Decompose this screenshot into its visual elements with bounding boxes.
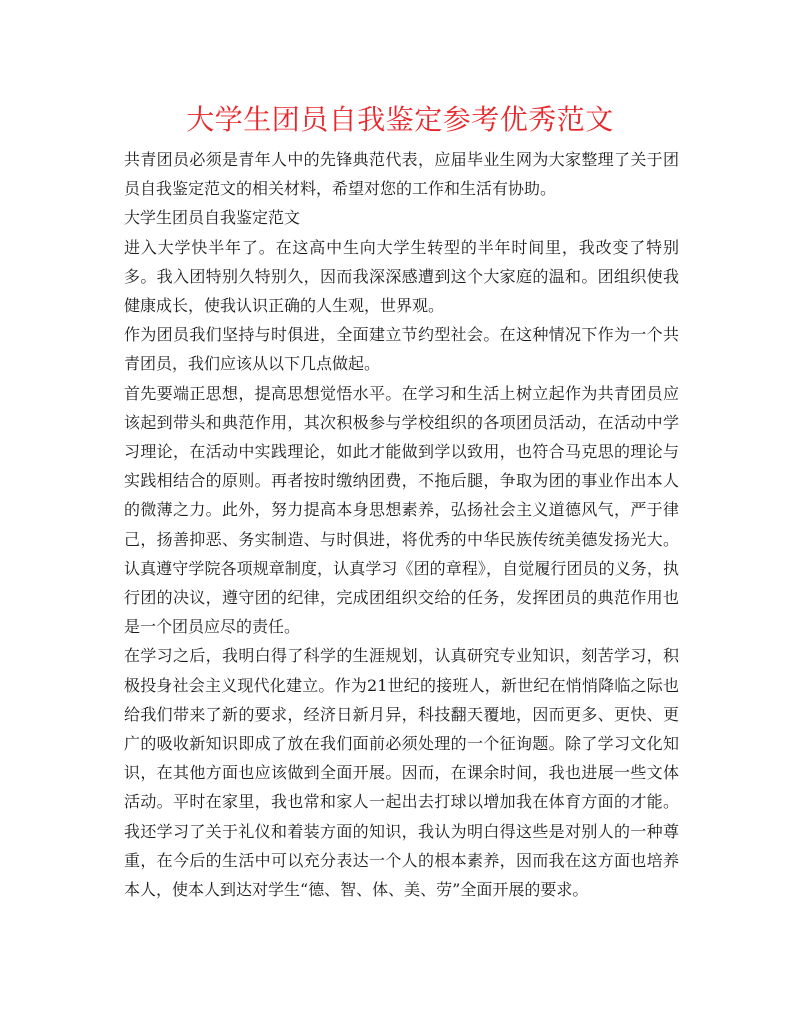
body-paragraph: 作为团员我们坚持与时俱进，全面建立节约型社会。在这种情况下作为一个共青团员，我们应该从以下几点做起。: [124, 325, 679, 374]
body-paragraph: 进入大学快半年了。在这高中生向大学生转型的半年时间里，我改变了特别多。我入团特别久特别久，因而我深深感遭到这个大家庭的温和。团组织使我健康成长，使我认识正确的人生观，世界观。: [124, 237, 679, 316]
intro-paragraph: 共青团员必须是青年人中的先锋典范代表，应届毕业生网为大家整理了关于团员自我鉴定范文的相关材料，希望对您的工作和生活有协助。: [124, 150, 679, 199]
body-paragraph: 首先要端正思想，提高思想觉悟水平。在学习和生活上树立起作为共青团员应该起到带头和典范作用，其次积极参与学校组织的各项团员活动，在活动中学习理论，在活动中实践理论，如此才能做到学以致用，也符合马克思的理论与实践相结合的原则。再者按时缴纳团费，不拖后腿，争取为团的事业作出本人的微薄之力。此外，努力提高本身思想素养，弘扬社会主义道德风气，严于律己，扬善抑恶、务实制造、与时俱进，将优秀的中华民族传统美德发扬光大。认真遵守学院各项规章制度，认真学习《团的章程》，自觉履行团员的义务，执行团的决议，遵守团的纪律，完成团组织交给的任务，发挥团员的典范作用也是一个团员应尽的责任。: [124, 383, 679, 637]
document-body: [124, 145, 679, 904]
body-paragraph: 在学习之后，我明白得了科学的生涯规划，认真研究专业知识，刻苦学习，积极投身社会主义现代化建立。作为21世纪的接班人，新世纪在悄悄降临之际也给我们带来了新的要求，经济日新月异，科技翻天覆地，因而更多、更快、更广的吸收新知识即成了放在我们面前必须处理的一个征询题。除了学习文化知识，在其他方面也应该做到全面开展。因而，在课余时间，我也进展一些文体活动。平时在家里，我也常和家人一起出去打球以增加我在体育方面的才能。我还学习了关于礼仪和着装方面的知识，我认为明白得这些是对别人的一种尊重，在今后的生活中可以充分表达一个人的根本素养，因而我在这方面也培养本人，使本人到达对学生“德、智、体、美、劳”全面开展的要求。: [124, 646, 679, 900]
document-title: 大学生团员自我鉴定参考优秀范文: [186, 103, 614, 136]
section-heading: 大学生团员自我鉴定范文: [124, 208, 301, 228]
